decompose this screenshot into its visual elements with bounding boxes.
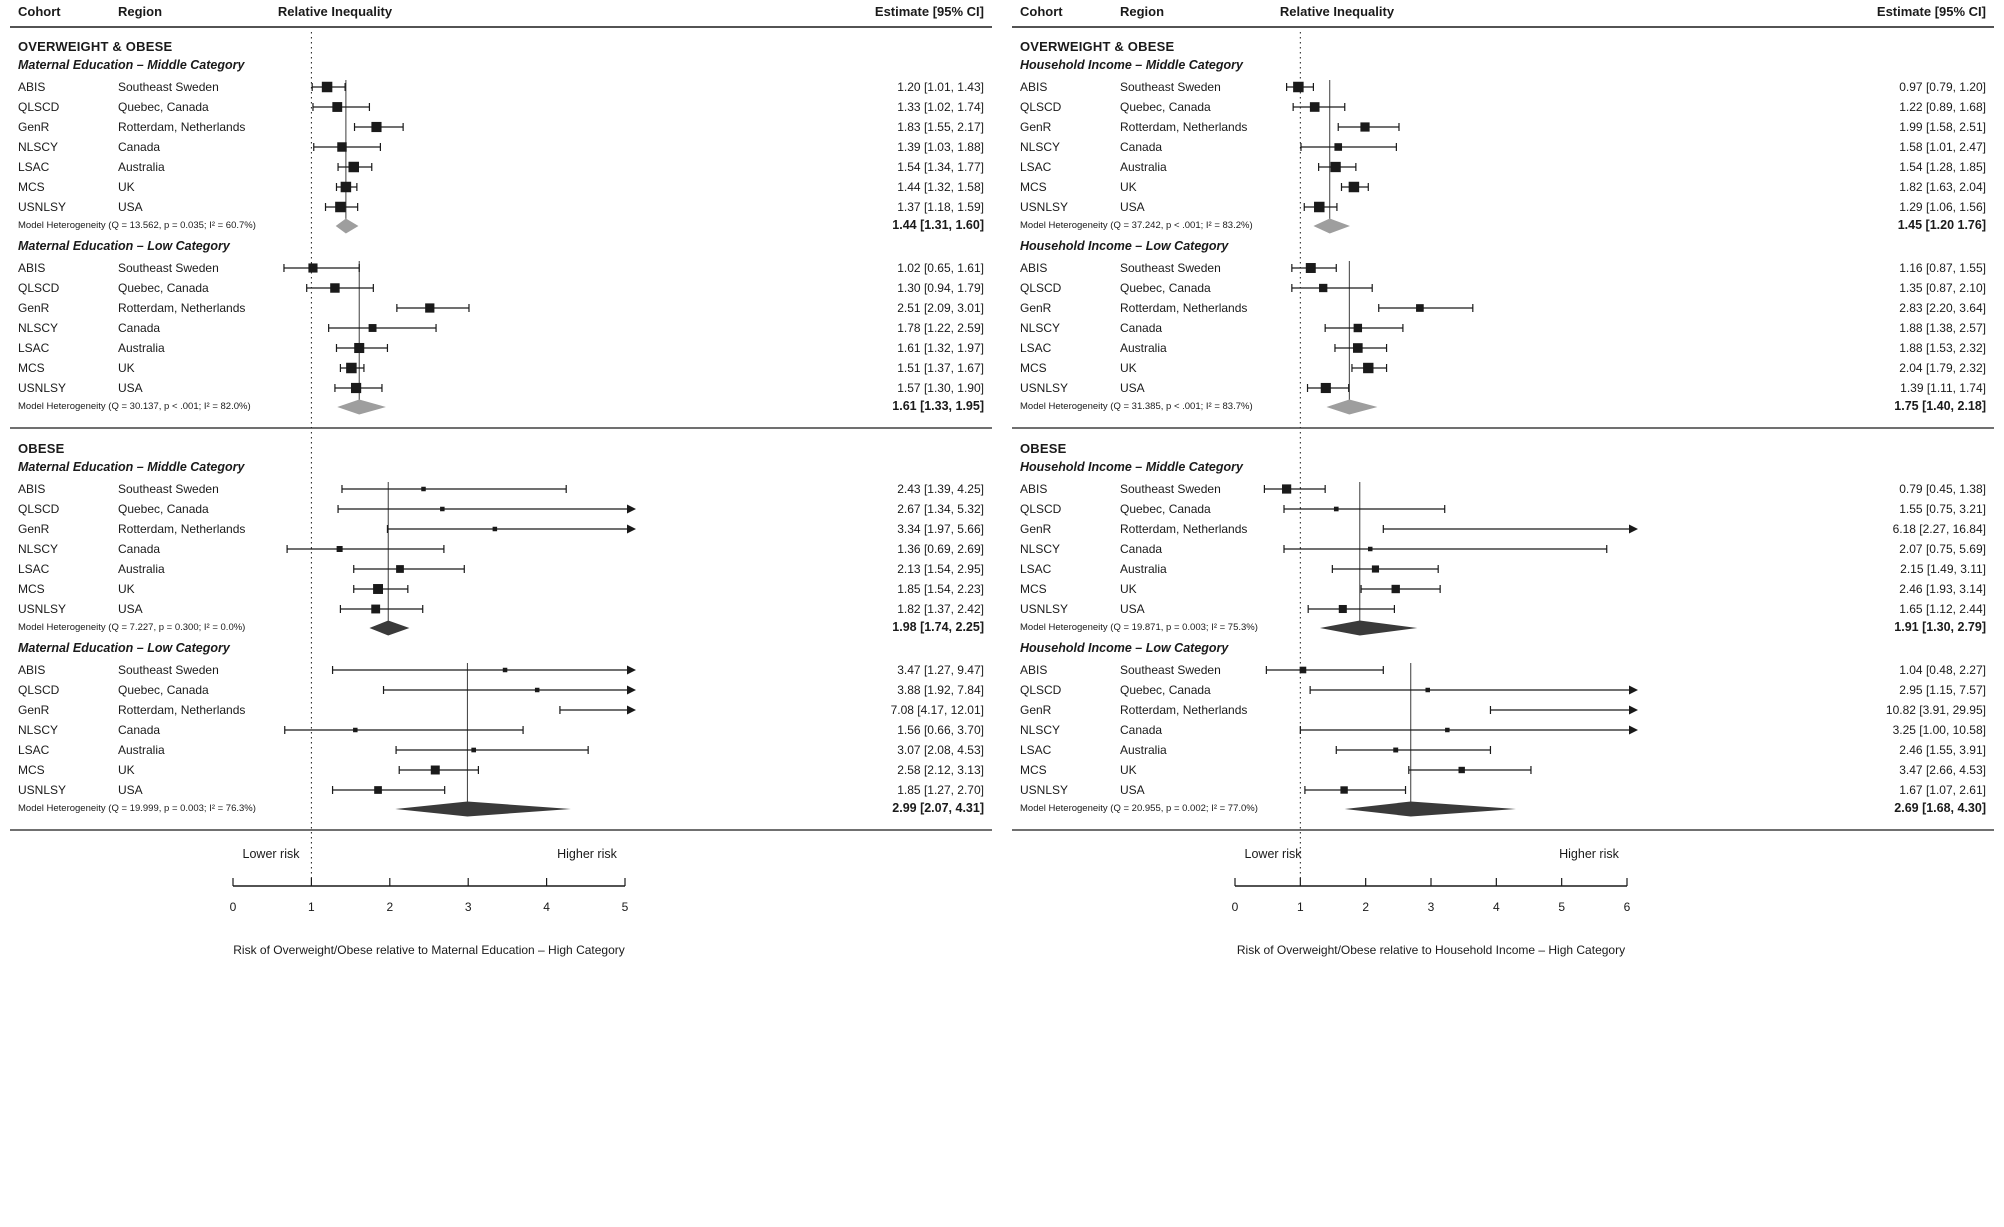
cohort-label: GenR — [18, 301, 50, 315]
region-label: Southeast Sweden — [118, 80, 219, 94]
cohort-label: ABIS — [18, 482, 46, 496]
region-label: Canada — [1120, 723, 1163, 737]
region-label: Canada — [1120, 140, 1163, 154]
estimate-label: 1.83 [1.55, 2.17] — [897, 120, 984, 134]
summary-diamond — [336, 219, 359, 234]
region-label: Quebec, Canada — [118, 502, 209, 516]
estimate-label: 0.97 [0.79, 1.20] — [1899, 80, 1986, 94]
region-label: UK — [1120, 582, 1137, 596]
estimate-label: 1.54 [1.28, 1.85] — [1899, 160, 1986, 174]
point-estimate-square — [1282, 484, 1291, 493]
region-label: Rotterdam, Netherlands — [118, 703, 246, 717]
ci-arrow-right — [627, 706, 636, 715]
estimate-label: 1.82 [1.37, 2.42] — [897, 602, 984, 616]
cohort-label: ABIS — [18, 261, 46, 275]
region-label: UK — [118, 763, 135, 777]
region-label: Rotterdam, Netherlands — [1120, 703, 1248, 717]
region-label: USA — [1120, 200, 1145, 214]
estimate-label: 2.83 [2.20, 3.64] — [1899, 301, 1986, 315]
estimate-label: 1.56 [0.66, 3.70] — [897, 723, 984, 737]
point-estimate-square — [1372, 565, 1379, 572]
region-label: Quebec, Canada — [1120, 502, 1211, 516]
point-estimate-square — [337, 142, 346, 151]
point-estimate-square — [1363, 363, 1373, 373]
estimate-label: 1.88 [1.53, 2.32] — [1899, 341, 1986, 355]
region-label: Canada — [1120, 321, 1163, 335]
cohort-label: USNLSY — [18, 602, 67, 616]
estimate-label: 1.29 [1.06, 1.56] — [1899, 200, 1986, 214]
heterogeneity-label: Model Heterogeneity (Q = 13.562, p = 0.035; I² = 60.7%) — [18, 220, 256, 231]
point-estimate-square — [440, 507, 445, 512]
axis-tick-label: 0 — [229, 900, 237, 914]
estimate-label: 3.47 [2.66, 4.53] — [1899, 763, 1986, 777]
estimate-label: 3.07 [2.08, 4.53] — [897, 743, 984, 757]
ci-arrow-right — [1629, 525, 1638, 534]
cohort-label: LSAC — [1020, 341, 1052, 355]
point-estimate-square — [1310, 102, 1320, 112]
estimate-label: 1.20 [1.01, 1.43] — [897, 80, 984, 94]
point-estimate-square — [1393, 748, 1398, 753]
estimate-label: 1.88 [1.38, 2.57] — [1899, 321, 1986, 335]
region-label: USA — [118, 602, 143, 616]
section-title: OBESE — [18, 441, 65, 456]
point-estimate-square — [1459, 767, 1465, 773]
estimate-label: 2.43 [1.39, 4.25] — [897, 482, 984, 496]
point-estimate-square — [354, 343, 364, 353]
heterogeneity-label: Model Heterogeneity (Q = 37.242, p < .001; I² = 83.2%) — [1020, 220, 1253, 231]
cohort-label: LSAC — [18, 562, 50, 576]
point-estimate-square — [1392, 585, 1400, 593]
cohort-label: USNLSY — [18, 200, 67, 214]
cohort-label: NLSCY — [1020, 723, 1061, 737]
cohort-label: USNLSY — [1020, 602, 1069, 616]
heterogeneity-label: Model Heterogeneity (Q = 19.871, p = 0.003; I² = 75.3%) — [1020, 622, 1258, 633]
estimate-label: 7.08 [4.17, 12.01] — [890, 703, 984, 717]
region-label: UK — [118, 180, 135, 194]
estimate-label: 1.35 [0.87, 2.10] — [1899, 281, 1986, 295]
column-header-cohort: Cohort — [1020, 4, 1063, 19]
region-label: Australia — [118, 341, 165, 355]
cohort-label: NLSCY — [1020, 321, 1061, 335]
axis-tick-label: 6 — [1623, 900, 1631, 914]
cohort-label: ABIS — [18, 663, 46, 677]
estimate-label: 1.30 [0.94, 1.79] — [897, 281, 984, 295]
point-estimate-square — [335, 202, 346, 213]
estimate-label: 1.82 [1.63, 2.04] — [1899, 180, 1986, 194]
cohort-label: QLSCD — [18, 100, 60, 114]
column-header-estimate: Estimate [95% CI] — [1876, 4, 1986, 19]
point-estimate-square — [1353, 343, 1363, 353]
point-estimate-square — [346, 363, 357, 374]
estimate-label: 1.85 [1.27, 2.70] — [897, 783, 984, 797]
region-label: Southeast Sweden — [118, 261, 219, 275]
region-label: Australia — [1120, 341, 1167, 355]
estimate-label: 1.04 [0.48, 2.27] — [1899, 663, 1986, 677]
point-estimate-square — [425, 303, 434, 312]
estimate-label: 2.15 [1.49, 3.11] — [1900, 562, 1986, 576]
estimate-label: 3.88 [1.92, 7.84] — [897, 683, 984, 697]
point-estimate-square — [1416, 304, 1424, 312]
cohort-label: QLSCD — [1020, 683, 1062, 697]
point-estimate-square — [353, 728, 358, 733]
cohort-label: LSAC — [1020, 562, 1052, 576]
summary-diamond — [1313, 219, 1350, 234]
forest-panel-1 — [1002, 0, 2004, 1227]
estimate-label: 6.18 [2.27, 16.84] — [1892, 522, 1986, 536]
point-estimate-square — [471, 748, 476, 753]
subsection-title: Maternal Education – Middle Category — [18, 58, 245, 72]
estimate-label: 1.02 [0.65, 1.61] — [897, 261, 984, 275]
point-estimate-square — [1340, 786, 1347, 793]
estimate-label: 1.39 [1.11, 1.74] — [1900, 381, 1986, 395]
point-estimate-square — [1368, 547, 1373, 552]
cohort-label: QLSCD — [18, 502, 60, 516]
region-label: Quebec, Canada — [1120, 281, 1211, 295]
cohort-label: GenR — [1020, 522, 1052, 536]
summary-estimate-label: 1.91 [1.30, 2.79] — [1894, 620, 1986, 634]
estimate-label: 2.04 [1.79, 2.32] — [1899, 361, 1986, 375]
column-header-relative-inequality: Relative Inequality — [1279, 4, 1395, 19]
point-estimate-square — [371, 605, 380, 614]
estimate-label: 10.82 [3.91, 29.95] — [1885, 703, 1986, 717]
cohort-label: NLSCY — [18, 140, 59, 154]
cohort-label: LSAC — [18, 341, 50, 355]
point-estimate-square — [421, 487, 426, 492]
region-label: Rotterdam, Netherlands — [118, 301, 246, 315]
region-label: Australia — [118, 743, 165, 757]
estimate-label: 2.46 [1.93, 3.14] — [1899, 582, 1986, 596]
axis-tick-label: 3 — [464, 900, 472, 914]
point-estimate-square — [374, 786, 382, 794]
region-label: USA — [118, 381, 143, 395]
estimate-label: 3.25 [1.00, 10.58] — [1892, 723, 1986, 737]
cohort-label: NLSCY — [18, 542, 59, 556]
summary-estimate-label: 1.45 [1.20 1.76] — [1897, 218, 1986, 232]
point-estimate-square — [1293, 82, 1304, 93]
column-header-cohort: Cohort — [18, 4, 61, 19]
point-estimate-square — [337, 546, 343, 552]
axis-tick-label: 5 — [621, 900, 629, 914]
heterogeneity-label: Model Heterogeneity (Q = 19.999, p = 0.003; I² = 76.3%) — [18, 803, 256, 814]
axis-caption: Risk of Overweight/Obese relative to Maternal Education – High Category — [233, 943, 625, 957]
point-estimate-square — [322, 82, 333, 93]
region-label: Australia — [1120, 743, 1167, 757]
summary-estimate-label: 1.75 [1.40, 2.18] — [1894, 399, 1986, 413]
region-label: Canada — [118, 542, 161, 556]
point-estimate-square — [1445, 728, 1450, 733]
subsection-title: Maternal Education – Low Category — [18, 641, 230, 655]
point-estimate-square — [1314, 202, 1325, 213]
subsection-title: Maternal Education – Low Category — [18, 239, 230, 253]
point-estimate-square — [1319, 284, 1327, 292]
summary-estimate-label: 2.99 [2.07, 4.31] — [892, 801, 984, 815]
estimate-label: 1.67 [1.07, 2.61] — [1899, 783, 1986, 797]
ci-arrow-right — [627, 686, 636, 695]
point-estimate-square — [1321, 383, 1331, 393]
ci-arrow-right — [627, 666, 636, 675]
summary-diamond — [1320, 621, 1417, 636]
cohort-label: LSAC — [1020, 160, 1052, 174]
cohort-label: GenR — [1020, 301, 1052, 315]
summary-diamond — [337, 400, 386, 415]
heterogeneity-label: Model Heterogeneity (Q = 31.385, p < .001; I² = 83.7%) — [1020, 401, 1253, 412]
point-estimate-square — [1425, 688, 1430, 693]
axis-tick-label: 3 — [1427, 900, 1435, 914]
region-label: Rotterdam, Netherlands — [118, 522, 246, 536]
cohort-label: QLSCD — [18, 281, 60, 295]
region-label: Southeast Sweden — [1120, 261, 1221, 275]
region-label: Southeast Sweden — [118, 663, 219, 677]
estimate-label: 2.58 [2.12, 3.13] — [897, 763, 984, 777]
summary-diamond — [395, 802, 571, 817]
point-estimate-square — [351, 383, 361, 393]
column-header-estimate: Estimate [95% CI] — [874, 4, 984, 19]
cohort-label: QLSCD — [1020, 281, 1062, 295]
axis-caption: Risk of Overweight/Obese relative to Household Income – High Category — [1236, 943, 1626, 957]
subsection-title: Household Income – Low Category — [1020, 239, 1229, 253]
axis-tick-label: 2 — [386, 900, 394, 914]
region-label: Southeast Sweden — [118, 482, 219, 496]
summary-estimate-label: 1.98 [1.74, 2.25] — [892, 620, 984, 634]
ci-arrow-right — [1629, 726, 1638, 735]
summary-estimate-label: 2.69 [1.68, 4.30] — [1894, 801, 1986, 815]
region-label: UK — [1120, 180, 1137, 194]
column-header-region: Region — [118, 4, 163, 19]
estimate-label: 1.99 [1.58, 2.51] — [1899, 120, 1986, 134]
cohort-label: ABIS — [1020, 482, 1048, 496]
summary-diamond — [369, 621, 409, 636]
point-estimate-square — [1300, 667, 1307, 674]
region-label: Australia — [1120, 160, 1167, 174]
axis-tick-label: 1 — [1296, 900, 1304, 914]
estimate-label: 1.22 [0.89, 1.68] — [1899, 100, 1986, 114]
estimate-label: 2.13 [1.54, 2.95] — [897, 562, 984, 576]
region-label: UK — [118, 361, 135, 375]
point-estimate-square — [431, 766, 440, 775]
axis-tick-label: 2 — [1362, 900, 1369, 914]
cohort-label: MCS — [1020, 763, 1047, 777]
cohort-label: NLSCY — [18, 723, 59, 737]
summary-estimate-label: 1.44 [1.31, 1.60] — [892, 218, 984, 232]
point-estimate-square — [493, 527, 498, 532]
ci-arrow-right — [1629, 706, 1638, 715]
region-label: USA — [1120, 783, 1145, 797]
point-estimate-square — [330, 283, 339, 292]
point-estimate-square — [341, 182, 352, 193]
summary-diamond — [1345, 802, 1516, 817]
region-label: Canada — [118, 723, 161, 737]
cohort-label: MCS — [18, 180, 45, 194]
region-label: Australia — [118, 160, 165, 174]
axis-tick-label: 4 — [1492, 900, 1500, 914]
estimate-label: 1.54 [1.34, 1.77] — [897, 160, 984, 174]
region-label: Quebec, Canada — [118, 281, 209, 295]
cohort-label: QLSCD — [1020, 100, 1062, 114]
cohort-label: GenR — [18, 522, 50, 536]
region-label: Southeast Sweden — [1120, 663, 1221, 677]
cohort-label: ABIS — [1020, 80, 1048, 94]
point-estimate-square — [1334, 507, 1339, 512]
region-label: Rotterdam, Netherlands — [1120, 522, 1248, 536]
region-label: Australia — [1120, 562, 1167, 576]
region-label: USA — [118, 200, 143, 214]
point-estimate-square — [369, 324, 377, 332]
cohort-label: MCS — [1020, 582, 1047, 596]
subsection-title: Household Income – Middle Category — [1020, 58, 1243, 72]
region-label: UK — [1120, 361, 1137, 375]
axis-tick-label: 5 — [1558, 900, 1565, 914]
point-estimate-square — [308, 263, 317, 272]
point-estimate-square — [371, 122, 381, 132]
estimate-label: 1.36 [0.69, 2.69] — [897, 542, 984, 556]
estimate-label: 3.34 [1.97, 5.66] — [897, 522, 984, 536]
lower-risk-label: Lower risk — [242, 847, 300, 861]
cohort-label: GenR — [1020, 703, 1052, 717]
estimate-label: 2.51 [2.09, 3.01] — [897, 301, 984, 315]
estimate-label: 1.44 [1.32, 1.58] — [897, 180, 984, 194]
point-estimate-square — [1306, 263, 1316, 273]
point-estimate-square — [1349, 182, 1360, 193]
estimate-label: 1.65 [1.12, 2.44] — [1899, 602, 1986, 616]
cohort-label: USNLSY — [1020, 783, 1069, 797]
cohort-label: ABIS — [1020, 261, 1048, 275]
heterogeneity-label: Model Heterogeneity (Q = 20.955, p = 0.002; I² = 77.0%) — [1020, 803, 1258, 814]
region-label: Canada — [1120, 542, 1163, 556]
cohort-label: QLSCD — [1020, 502, 1062, 516]
region-label: USA — [1120, 381, 1145, 395]
estimate-label: 0.79 [0.45, 1.38] — [1899, 482, 1986, 496]
ci-arrow-right — [627, 525, 636, 534]
cohort-label: MCS — [1020, 361, 1047, 375]
cohort-label: GenR — [18, 703, 50, 717]
point-estimate-square — [503, 668, 508, 673]
cohort-label: MCS — [1020, 180, 1047, 194]
cohort-label: MCS — [18, 763, 45, 777]
cohort-label: QLSCD — [18, 683, 60, 697]
section-title: OVERWEIGHT & OBESE — [1020, 39, 1175, 54]
heterogeneity-label: Model Heterogeneity (Q = 30.137, p < .001; I² = 82.0%) — [18, 401, 251, 412]
cohort-label: LSAC — [18, 160, 50, 174]
point-estimate-square — [1360, 122, 1369, 131]
point-estimate-square — [535, 688, 540, 693]
region-label: Canada — [118, 321, 161, 335]
estimate-label: 2.95 [1.15, 7.57] — [1899, 683, 1986, 697]
cohort-label: LSAC — [1020, 743, 1052, 757]
region-label: Rotterdam, Netherlands — [1120, 301, 1248, 315]
subsection-title: Household Income – Middle Category — [1020, 460, 1243, 474]
cohort-label: ABIS — [18, 80, 46, 94]
cohort-label: USNLSY — [1020, 381, 1069, 395]
lower-risk-label: Lower risk — [1244, 847, 1302, 861]
estimate-label: 1.51 [1.37, 1.67] — [897, 361, 984, 375]
region-label: USA — [1120, 602, 1145, 616]
estimate-label: 1.55 [0.75, 3.21] — [1899, 502, 1986, 516]
ci-arrow-right — [1629, 686, 1638, 695]
estimate-label: 1.37 [1.18, 1.59] — [897, 200, 984, 214]
axis-tick-label: 1 — [308, 900, 315, 914]
estimate-label: 2.46 [1.55, 3.91] — [1899, 743, 1986, 757]
point-estimate-square — [348, 162, 359, 173]
cohort-label: MCS — [18, 361, 45, 375]
region-label: Australia — [118, 562, 165, 576]
estimate-label: 1.58 [1.01, 2.47] — [1899, 140, 1986, 154]
higher-risk-label: Higher risk — [557, 847, 617, 861]
estimate-label: 1.33 [1.02, 1.74] — [897, 100, 984, 114]
estimate-label: 1.57 [1.30, 1.90] — [897, 381, 984, 395]
summary-diamond — [1326, 400, 1377, 415]
region-label: UK — [1120, 763, 1137, 777]
cohort-label: USNLSY — [18, 381, 67, 395]
region-label: Quebec, Canada — [118, 683, 209, 697]
axis-tick-label: 0 — [1231, 900, 1239, 914]
cohort-label: ABIS — [1020, 663, 1048, 677]
cohort-label: NLSCY — [18, 321, 59, 335]
estimate-label: 1.61 [1.32, 1.97] — [897, 341, 984, 355]
estimate-label: 2.07 [0.75, 5.69] — [1899, 542, 1986, 556]
region-label: Rotterdam, Netherlands — [1120, 120, 1248, 134]
heterogeneity-label: Model Heterogeneity (Q = 7.227, p = 0.300; I² = 0.0%) — [18, 622, 246, 633]
cohort-label: NLSCY — [1020, 542, 1061, 556]
region-label: Quebec, Canada — [118, 100, 209, 114]
cohort-label: GenR — [18, 120, 50, 134]
subsection-title: Household Income – Low Category — [1020, 641, 1229, 655]
estimate-label: 1.78 [1.22, 2.59] — [897, 321, 984, 335]
region-label: Rotterdam, Netherlands — [118, 120, 246, 134]
region-label: Southeast Sweden — [1120, 482, 1221, 496]
cohort-label: USNLSY — [18, 783, 67, 797]
point-estimate-square — [1334, 143, 1342, 151]
estimate-label: 2.67 [1.34, 5.32] — [897, 502, 984, 516]
section-title: OBESE — [1020, 441, 1067, 456]
point-estimate-square — [1330, 162, 1340, 172]
estimate-label: 3.47 [1.27, 9.47] — [897, 663, 984, 677]
ci-arrow-right — [627, 505, 636, 514]
region-label: UK — [118, 582, 135, 596]
cohort-label: GenR — [1020, 120, 1052, 134]
region-label: Southeast Sweden — [1120, 80, 1221, 94]
estimate-label: 1.39 [1.03, 1.88] — [897, 140, 984, 154]
column-header-region: Region — [1120, 4, 1165, 19]
higher-risk-label: Higher risk — [1559, 847, 1619, 861]
region-label: Canada — [118, 140, 161, 154]
point-estimate-square — [1354, 324, 1362, 332]
estimate-label: 1.85 [1.54, 2.23] — [897, 582, 984, 596]
cohort-label: LSAC — [18, 743, 50, 757]
axis-tick-label: 4 — [543, 900, 550, 914]
subsection-title: Maternal Education – Middle Category — [18, 460, 245, 474]
column-header-relative-inequality: Relative Inequality — [277, 4, 393, 19]
region-label: Quebec, Canada — [1120, 100, 1211, 114]
region-label: Quebec, Canada — [1120, 683, 1211, 697]
region-label: USA — [118, 783, 143, 797]
estimate-label: 1.16 [0.87, 1.55] — [1899, 261, 1986, 275]
cohort-label: NLSCY — [1020, 140, 1061, 154]
cohort-label: MCS — [18, 582, 45, 596]
summary-estimate-label: 1.61 [1.33, 1.95] — [892, 399, 984, 413]
point-estimate-square — [332, 102, 342, 112]
point-estimate-square — [1339, 605, 1347, 613]
point-estimate-square — [373, 584, 383, 594]
point-estimate-square — [396, 565, 404, 573]
section-title: OVERWEIGHT & OBESE — [18, 39, 173, 54]
cohort-label: USNLSY — [1020, 200, 1069, 214]
